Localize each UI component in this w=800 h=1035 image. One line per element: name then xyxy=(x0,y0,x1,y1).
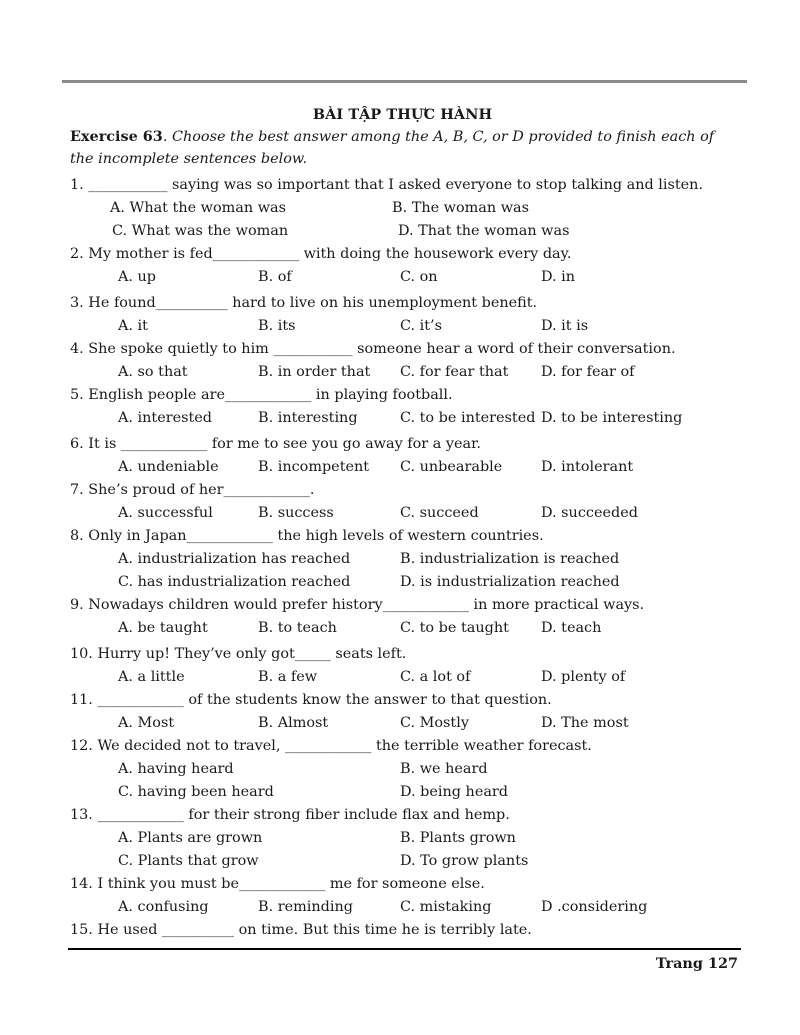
answer-option: D. is industrialization reached xyxy=(400,574,620,590)
answer-option: A. undeniable xyxy=(118,459,219,475)
answer-option: A. be taught xyxy=(118,620,208,636)
answer-option: B. success xyxy=(258,505,334,521)
page-number: Trang 127 xyxy=(655,955,738,972)
options-row xyxy=(70,850,735,873)
options-row xyxy=(70,220,735,243)
answer-option: D. being heard xyxy=(400,784,509,800)
answer-option: C. it’s xyxy=(400,318,442,334)
options-row xyxy=(70,827,735,850)
question-stem: 15. He used __________ on time. But this time he is terribly late. xyxy=(70,922,532,938)
options-row xyxy=(70,896,735,919)
question-stem: 4. She spoke quietly to him ___________ someone hear a word of their conversation. xyxy=(70,341,676,357)
answer-option: A. confusing xyxy=(118,899,209,915)
answer-option: C. unbearable xyxy=(400,459,503,475)
answer-option: B. incompetent xyxy=(258,459,370,475)
answer-option: C. mistaking xyxy=(400,899,492,915)
question-stem: 11. ____________ of the students know the answer to that question. xyxy=(70,692,552,708)
exercise-instruction xyxy=(70,126,735,170)
options-row xyxy=(70,712,735,735)
question-stem: 13. ____________ for their strong fiber include flax and hemp. xyxy=(70,807,510,823)
answer-option: B. The woman was xyxy=(392,200,530,216)
answer-option: C. has industrialization reached xyxy=(118,574,351,590)
answer-option: B. interesting xyxy=(258,410,358,426)
question-stem: 9. Nowadays children would prefer history____________ in more practical ways. xyxy=(70,597,645,613)
answer-option: D. it is xyxy=(541,318,589,334)
answer-option: C. to be taught xyxy=(400,620,509,636)
answer-option: C. Mostly xyxy=(400,715,469,731)
answer-option: B. reminding xyxy=(258,899,353,915)
answer-option: B. to teach xyxy=(258,620,337,636)
question-stem: 12. We decided not to travel, ____________ the terrible weather forecast. xyxy=(70,738,592,754)
options-row xyxy=(70,315,735,338)
bottom-rule xyxy=(68,948,741,950)
answer-option: D. To grow plants xyxy=(400,853,529,869)
options-row xyxy=(70,502,735,525)
worksheet xyxy=(70,104,735,942)
question-stem: 8. Only in Japan____________ the high levels of western countries. xyxy=(70,528,544,544)
options-row xyxy=(70,617,735,640)
answer-option: C. on xyxy=(400,269,438,285)
answer-option: D. to be interesting xyxy=(541,410,683,426)
answer-option: B. in order that xyxy=(258,364,371,380)
answer-option: D. for fear of xyxy=(541,364,635,380)
question-stem: 14. I think you must be____________ me for someone else. xyxy=(70,876,485,892)
answer-option: B. we heard xyxy=(400,761,488,777)
page-title: BÀI TẬP THỰC HÀNH xyxy=(312,106,493,123)
options-row xyxy=(70,758,735,781)
answer-option: B. Almost xyxy=(258,715,329,731)
options-row xyxy=(70,197,735,220)
question-stem: 7. She’s proud of her____________. xyxy=(70,482,315,498)
answer-option: A. Plants are grown xyxy=(118,830,263,846)
answer-option: D. That the woman was xyxy=(398,223,570,239)
answer-option: B. of xyxy=(258,269,292,285)
options-row xyxy=(70,666,735,689)
question-stem: 5. English people are____________ in playing football. xyxy=(70,387,453,403)
answer-option: C. Plants that grow xyxy=(118,853,259,869)
question-stem: 2. My mother is fed____________ with doing the housework every day. xyxy=(70,246,572,262)
options-row xyxy=(70,361,735,384)
answer-option: A. having heard xyxy=(118,761,234,777)
answer-option: A. industrialization has reached xyxy=(118,551,351,567)
answer-option: D. The most xyxy=(541,715,629,731)
answer-option: A. it xyxy=(118,318,148,334)
answer-option: B. a few xyxy=(258,669,318,685)
options-row xyxy=(70,571,735,594)
answer-option: C. to be interested xyxy=(400,410,536,426)
answer-option: A. What the woman was xyxy=(110,200,287,216)
answer-option: B. Plants grown xyxy=(400,830,516,846)
options-row xyxy=(70,266,735,289)
question-stem: 1. ___________ saying was so important that I asked everyone to stop talking and listen. xyxy=(70,177,704,193)
instruction-text: . Choose the best answer among the A, B, C, or D provided to finish each of the incomplete sentences below. xyxy=(70,129,715,167)
exercise-label: Exercise 63 xyxy=(70,128,163,145)
answer-option: A. a little xyxy=(118,669,185,685)
answer-option: B. industrialization is reached xyxy=(400,551,620,567)
answer-option: A. up xyxy=(118,269,157,285)
options-row xyxy=(70,548,735,571)
answer-option: D .considering xyxy=(541,899,648,915)
question-stem: 3. He found__________ hard to live on his unemployment benefit. xyxy=(70,295,538,311)
answer-option: D. in xyxy=(541,269,576,285)
options-row xyxy=(70,456,735,479)
answer-option: D. succeeded xyxy=(541,505,638,521)
question-list xyxy=(70,174,735,942)
options-row xyxy=(70,407,735,430)
answer-option: D. plenty of xyxy=(541,669,626,685)
answer-option: A. interested xyxy=(118,410,213,426)
options-row xyxy=(70,781,735,804)
answer-option: A. successful xyxy=(118,505,213,521)
answer-option: D. teach xyxy=(541,620,602,636)
answer-option: B. its xyxy=(258,318,296,334)
answer-option: A. so that xyxy=(118,364,188,380)
answer-option: C. having been heard xyxy=(118,784,274,800)
question-stem: 6. It is ____________ for me to see you go away for a year. xyxy=(70,436,481,452)
answer-option: C. succeed xyxy=(400,505,479,521)
answer-option: C. What was the woman xyxy=(112,223,289,239)
answer-option: D. intolerant xyxy=(541,459,634,475)
question-stem: 10. Hurry up! They’ve only got_____ seats left. xyxy=(70,646,407,662)
answer-option: C. a lot of xyxy=(400,669,471,685)
answer-option: C. for fear that xyxy=(400,364,509,380)
top-rule xyxy=(62,80,747,83)
answer-option: A. Most xyxy=(118,715,175,731)
